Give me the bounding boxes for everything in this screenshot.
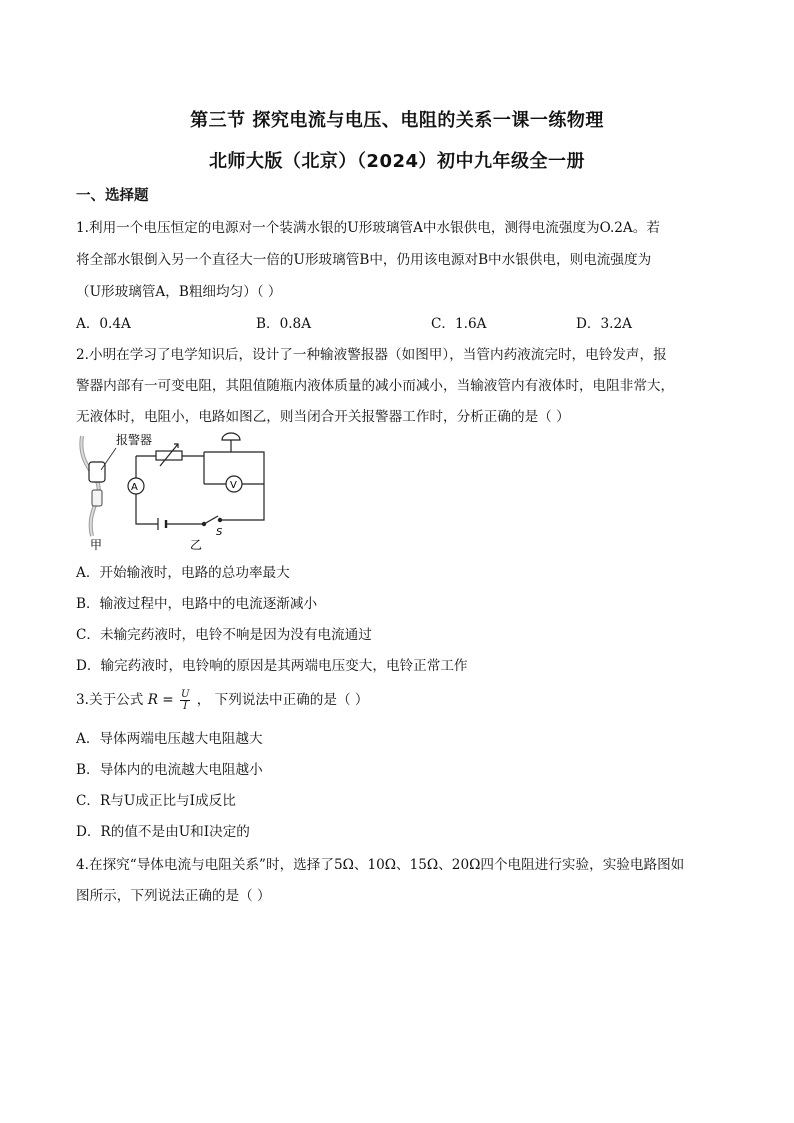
figure-label-jia: 甲 (90, 538, 103, 552)
q2-figure (76, 432, 268, 552)
q3-prefix: 3.关于公式 (76, 692, 144, 708)
figure-label-yi: 乙 (190, 538, 203, 552)
switch-label: S (216, 527, 223, 538)
q3-stem (76, 688, 369, 712)
q2-text-line: 警器内部有一可变电阻，其阻值随瓶内液体质量的减小而减小，当输液管内有液体时，电阻非常大， (76, 378, 675, 394)
ammeter-label: A (131, 482, 138, 493)
q2-option-b: B．输液过程中，电路中的电流逐渐减小 (76, 596, 318, 612)
q2-option-c: C．未输完药液时，电铃不响是因为没有电流通过 (76, 627, 372, 643)
q2-option-a: A．开始输液时，电路的总功率最大 (76, 565, 290, 581)
q1-option-a: A．0.4A (76, 316, 131, 332)
circuit-diagram (76, 432, 268, 552)
q1-option-c: C．1.6A (431, 316, 487, 332)
q2-text-line: 无液体时，电阻小，电路如图乙，则当闭合开关报警器工作时，分析正确的是（ ） (76, 409, 570, 425)
q3-option-a: A．导体两端电压越大电阻越大 (76, 731, 263, 747)
q1-text-line: 1.利用一个电压恒定的电源对一个装满水银的U形玻璃管A中水银供电，测得电流强度为O.2A。若 (76, 220, 660, 236)
document-title: 第三节 探究电流与电压、电阻的关系一课一练物理 (190, 110, 604, 131)
q3-option-b: B．导体内的电流越大电阻越小 (76, 762, 263, 778)
section-heading: 一、选择题 (76, 188, 149, 204)
q3-suffix: ， 下列说法中正确的是（ ） (196, 692, 369, 708)
fraction-denominator: I (183, 701, 188, 712)
q2-text-line: 2.小明在学习了电学知识后，设计了一种输液警报器（如图甲），当管内药液流完时，电铃发声，报 (76, 347, 667, 363)
q1-text-line: 将全部水银倒入另一个直径大一倍的U形玻璃管B中，仍用该电源对B中水银供电，则电流强度为 (76, 252, 652, 268)
document-subtitle: 北师大版（北京）（2024）初中九年级全一册 (208, 151, 586, 172)
voltmeter-label: V (230, 480, 237, 491)
formula-fraction (180, 689, 190, 712)
q4-text-line: 图所示，下列说法正确的是（ ） (76, 888, 271, 904)
q1-text-line: （U形玻璃管A，B粗细均匀）（ ） (76, 284, 282, 300)
q2-option-d: D．输完药液时，电铃响的原因是其两端电压变大，电铃正常工作 (76, 658, 468, 674)
q3-option-d: D．R的值不是由U和I决定的 (76, 824, 250, 840)
alarm-label: 报警器 (116, 433, 153, 447)
circuit-schematic (128, 433, 264, 530)
q4-text-line: 4.在探究“导体电流与电阻关系”时，选择了5Ω、10Ω、15Ω、20Ω四个电阻进行实验，实验电路图如 (76, 857, 685, 873)
formula-lhs: R = (147, 692, 174, 708)
q3-option-c: C．R与U成正比与I成反比 (76, 793, 236, 809)
fraction-numerator: U (180, 689, 190, 700)
q1-option-d: D．3.2A (576, 316, 632, 332)
q1-option-b: B．0.8A (256, 316, 312, 332)
